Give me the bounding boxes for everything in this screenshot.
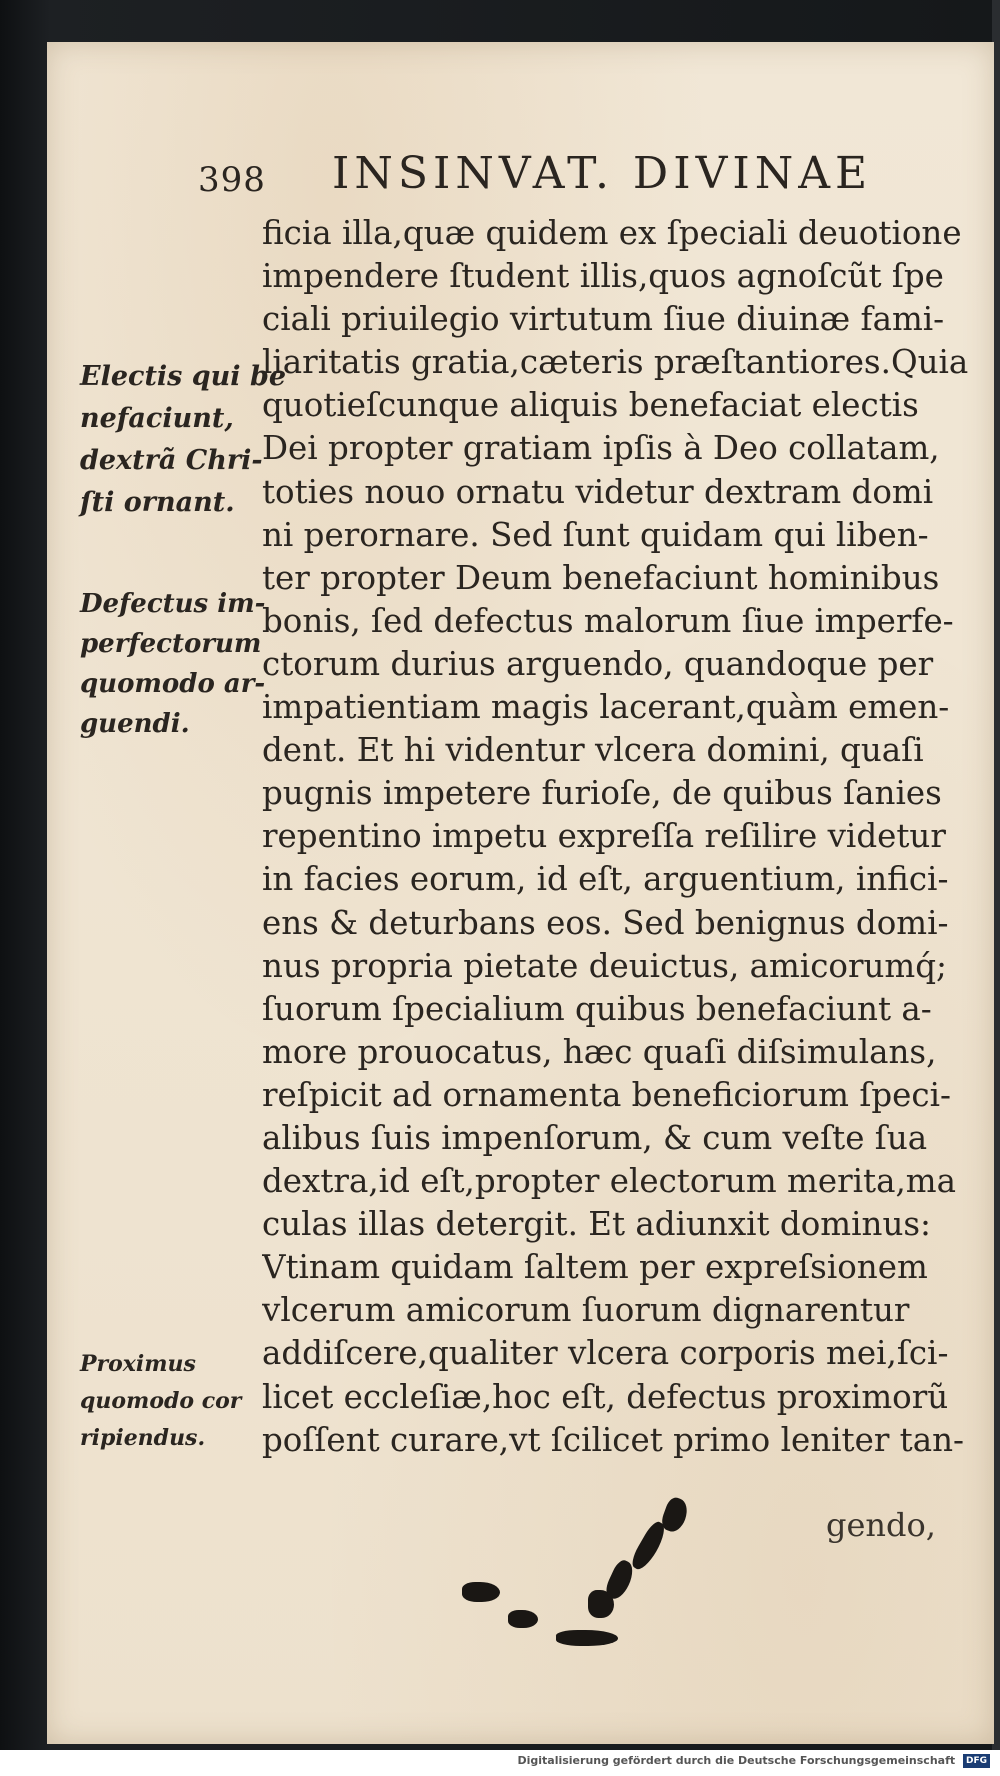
marginal-note [80,1346,241,1457]
text-line: pugnis impetere furioſe, de quibus ſanies [262,774,942,813]
text-line: liaritatis gratia,cæteris præſtantiores.Quia [262,343,969,382]
page-number: 398 [198,160,266,200]
text-line: vlcerum amicorum ſuorum dignarentur [262,1291,910,1330]
marginal-note-line: dextrã Chri- [80,445,263,476]
marginal-note-line: perfectorum [80,629,262,659]
text-line: quotieſcunque aliquis benefaciat electis [262,386,919,425]
text-line: dent. Et hi videntur vlcera domini, quaſi [262,731,924,770]
footer-credit [517,1754,990,1768]
marginal-note-line: Defectus im- [80,589,266,619]
text-line: ens & deturbans eos. Sed benignus domi- [262,903,949,942]
ink-blot [508,1610,538,1628]
text-line: culas illas detergit. Et adiunxit dominus: [262,1205,932,1244]
footer-credit-text: Digitalisierung gefördert durch die Deutsche Forschungsgemeinschaft [517,1754,956,1767]
text-line: dextra,id eſt,propter electorum merita,ma [262,1162,956,1201]
marginal-note-line: quomodo ar- [80,669,266,699]
text-line: ficia illa,quæ quidem ex ſpeciali deuotione [262,214,962,252]
marginal-note-line: nefaciunt, [80,403,234,434]
text-line: alibus ſuis impenſorum, & cum veſte ſua [262,1118,928,1157]
text-line: ctorum durius arguendo, quandoque per [262,644,934,683]
dfg-logo: DFG [963,1754,990,1768]
ink-blot [462,1582,500,1602]
marginal-note-line: quomodo cor [80,1388,242,1414]
footer-bar [0,1750,1000,1776]
catchword: gendo, [826,1506,936,1544]
text-line: addiſcere,qualiter vlcera corporis mei,ſci- [262,1334,949,1373]
text-line: licet eccleſiæ,hoc eſt, defectus proximorũ [262,1377,949,1416]
marginal-note [80,356,286,524]
marginal-note-line: guendi. [80,709,190,739]
text-line: repentino impetu expreſſa reſilire videtur [262,817,946,856]
marginal-note-line: Electis qui be [80,361,287,392]
marginal-note-line: Proximus [80,1351,196,1377]
text-line: ter propter Deum benefaciunt hominibus [262,558,940,597]
text-line: impendere ſtudent illis,quos agnoſcũt ſpe [262,257,944,296]
text-line: Dei propter gratiam ipſis à Deo collatam, [262,429,940,468]
text-line: impatientiam magis lacerant,quàm emen- [262,688,950,727]
text-line: toties nouo ornatu videtur dextram domi [262,472,934,511]
text-line: ciali priuilegio virtutum ſiue diuinæ fami- [262,300,945,339]
text-line: more prouocatus, hæc quaſi diſsimulans, [262,1032,937,1071]
text-line: Vtinam quidam ſaltem per expreſsionem [262,1248,928,1287]
marginal-note [80,584,265,744]
text-line: reſpicit ad ornamenta beneficiorum ſpeci- [262,1075,951,1114]
text-line: bonis, ſed defectus malorum ſiue imperfe- [262,601,954,640]
text-line: nus propria pietate deuictus, amicorumq́; [262,946,948,985]
text-line: ni perornare. Sed ſunt quidam qui liben- [262,515,929,554]
ink-blot [556,1630,618,1646]
text-line: ſuorum ſpecialium quibus benefaciunt a- [262,989,932,1028]
text-line: in facies eorum, id eſt, arguentium, infici- [262,860,949,899]
text-line: poſſent curare,vt ſcilicet primo leniter tan- [262,1420,965,1459]
running-head: INSINVAT. DIVINAE [332,148,873,199]
body-text [262,212,976,1462]
marginal-note-line: ſti ornant. [80,487,235,518]
marginal-note-line: ripiendus. [80,1425,206,1451]
